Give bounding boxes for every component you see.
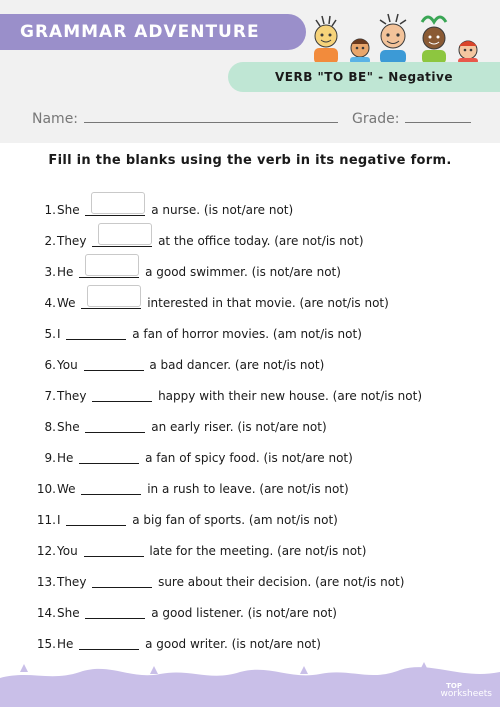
name-field[interactable] [84, 108, 338, 123]
exercise-rest: an early riser. (is not/are not) [151, 420, 327, 434]
exercise-rest: a bad dancer. (are not/is not) [149, 358, 325, 372]
exercise-subject: She [57, 420, 80, 434]
answer-blank[interactable] [81, 294, 141, 309]
exercise-subject: I [57, 327, 61, 341]
exercise-rest: a big fan of sports. (am not/is not) [132, 513, 338, 527]
exercise-sentence [57, 260, 341, 284]
answer-blank[interactable] [85, 201, 145, 216]
grade-label: Grade: [352, 111, 400, 127]
exercise-number: 1. [44, 203, 56, 217]
exercise-item [0, 508, 500, 532]
exercise-subject: She [57, 203, 80, 217]
kids-illustration-icon [308, 10, 498, 64]
answer-blank[interactable] [92, 232, 152, 247]
answer-blank[interactable] [66, 325, 126, 340]
exercise-number: 9. [44, 451, 56, 465]
exercise-number: 5. [44, 327, 56, 341]
exercise-subject: We [57, 296, 76, 310]
answer-blank[interactable] [79, 635, 139, 650]
exercise-sentence [57, 229, 364, 253]
exercise-subject: They [57, 575, 87, 589]
exercise-subject: We [57, 482, 76, 496]
exercise-sentence [57, 446, 353, 470]
exercise-sentence [57, 353, 324, 377]
exercise-subject: You [57, 544, 78, 558]
exercise-number: 3. [44, 265, 56, 279]
exercise-item [0, 570, 500, 594]
logo-top: TOP [446, 682, 462, 690]
exercise-rest: a fan of spicy food. (is not/are not) [145, 451, 353, 465]
exercise-rest: happy with their new house. (are not/is not) [158, 389, 423, 403]
worksheet-logo [441, 683, 492, 699]
exercise-sentence [57, 570, 404, 594]
name-label: Name: [32, 111, 79, 127]
exercise-rest: sure about their decision. (are not/is not) [158, 575, 405, 589]
exercise-item [0, 446, 500, 470]
exercise-item [0, 198, 500, 222]
grade-field[interactable] [405, 108, 471, 123]
exercise-rest: in a rush to leave. (are not/is not) [147, 482, 349, 496]
student-info-row [32, 108, 472, 130]
exercise-subject: She [57, 606, 80, 620]
exercise-sentence [57, 415, 327, 439]
answer-blank[interactable] [79, 263, 139, 278]
exercise-number: 2. [44, 234, 56, 248]
exercise-rest: at the office today. (are not/is not) [158, 234, 364, 248]
exercise-item [0, 384, 500, 408]
exercise-item [0, 260, 500, 284]
exercise-sentence [57, 384, 422, 408]
exercise-rest: late for the meeting. (are not/is not) [149, 544, 367, 558]
answer-blank[interactable] [66, 511, 126, 526]
exercise-sentence [57, 291, 389, 315]
exercise-subject: He [57, 451, 74, 465]
worksheet-title: GRAMMAR ADVENTURE [0, 14, 306, 50]
exercise-item [0, 353, 500, 377]
exercise-subject: I [57, 513, 61, 527]
exercise-item [0, 229, 500, 253]
exercise-number: 14. [36, 606, 56, 620]
exercise-sentence [57, 322, 362, 346]
exercise-subject: He [57, 637, 74, 651]
answer-blank[interactable] [92, 573, 152, 588]
exercise-number: 10. [36, 482, 56, 496]
exercise-rest: a fan of horror movies. (am not/is not) [132, 327, 362, 341]
exercise-number: 15. [36, 637, 56, 651]
exercise-item [0, 632, 500, 656]
answer-blank[interactable] [84, 542, 144, 557]
exercise-item [0, 477, 500, 501]
exercise-item [0, 291, 500, 315]
exercise-subject: He [57, 265, 74, 279]
exercise-sentence [57, 508, 338, 532]
exercise-item [0, 322, 500, 346]
exercise-rest: a good swimmer. (is not/are not) [145, 265, 341, 279]
exercise-subject: You [57, 358, 78, 372]
exercise-rest: a nurse. (is not/are not) [151, 203, 294, 217]
exercise-sentence [57, 601, 337, 625]
exercise-sentence [57, 632, 321, 656]
answer-blank[interactable] [84, 356, 144, 371]
wave-decoration-icon [0, 660, 500, 707]
logo-bottom: worksheets [440, 689, 492, 699]
exercise-number: 8. [44, 420, 56, 434]
answer-blank[interactable] [85, 604, 145, 619]
exercise-subject: They [57, 389, 87, 403]
exercise-sentence [57, 539, 366, 563]
exercise-rest: a good writer. (is not/are not) [145, 637, 321, 651]
instructions: Fill in the blanks using the verb in its negative form. [48, 153, 452, 168]
exercise-sentence [57, 477, 349, 501]
answer-blank[interactable] [85, 418, 145, 433]
exercise-number: 13. [36, 575, 56, 589]
answer-blank[interactable] [92, 387, 152, 402]
exercise-rest: a good listener. (is not/are not) [151, 606, 337, 620]
answer-blank[interactable] [81, 480, 141, 495]
exercise-number: 7. [44, 389, 56, 403]
exercise-number: 6. [44, 358, 56, 372]
exercise-number: 12. [36, 544, 56, 558]
answer-blank[interactable] [79, 449, 139, 464]
exercise-number: 11. [36, 513, 56, 527]
exercise-rest: interested in that movie. (are not/is not) [147, 296, 389, 310]
exercise-sentence [57, 198, 293, 222]
exercise-subject: They [57, 234, 87, 248]
exercise-number: 4. [44, 296, 56, 310]
exercise-item [0, 415, 500, 439]
exercise-item [0, 601, 500, 625]
exercise-item [0, 539, 500, 563]
worksheet-subtitle: VERB "TO BE" - Negative [228, 62, 500, 92]
